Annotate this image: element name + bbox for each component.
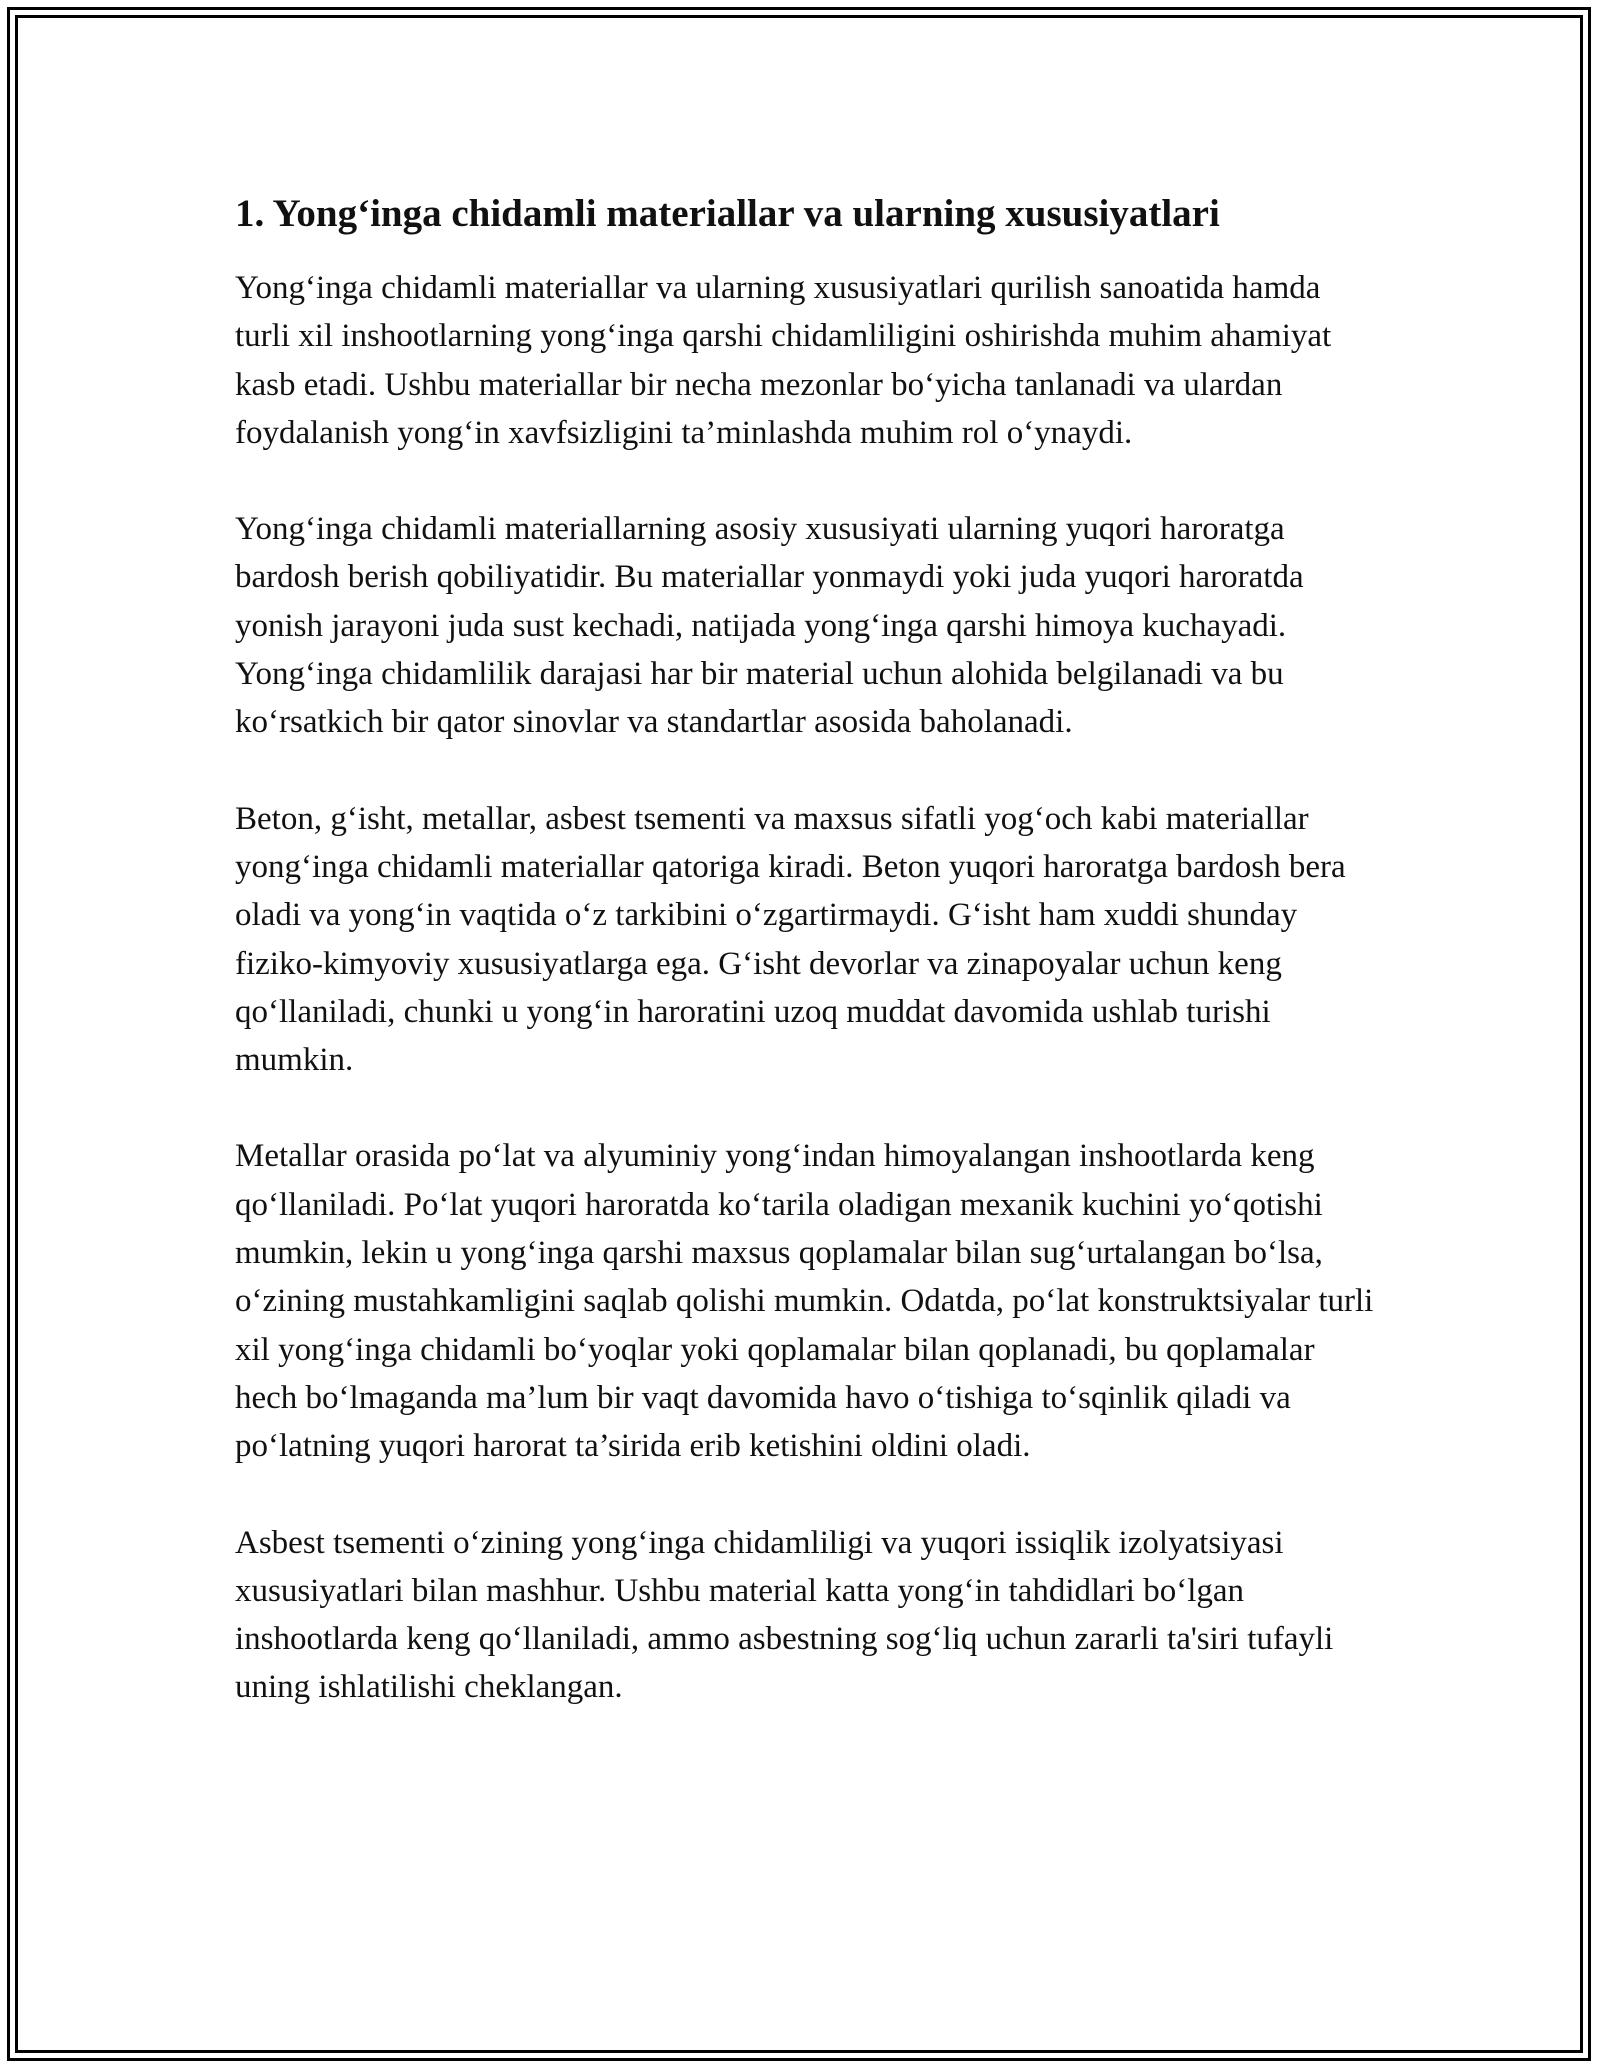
paragraph-materials-list: Beton, g‘isht, metallar, asbest tsementi va maxsus sifatli yog‘och kabi materiallar yong‘inga chidamli materiallar qatoriga kiradi. Beton yuqori haroratga bardosh bera oladi va yong‘in vaqtida o‘z tarkibini o‘zgartirmaydi. G‘isht ham xuddi shunday fiziko-kimyoviy xususiyatlarga ega. G‘isht devorlar va zinapoyalar uchun keng qo‘llaniladi, chunki u yong‘in haroratini uzoq muddat davomida ushlab turishi mumkin. — [235, 800, 1346, 1079]
section-heading: 1. Yong‘inga chidamli materiallar va ularning xususiyatlari — [235, 192, 1220, 235]
paragraph-heat-resistance: Yong‘inga chidamli materiallarning asosiy xususiyati ularning yuqori haroratga bardosh berish qobiliyatidir. Bu materiallar yonmaydi yoki juda yuqori haroratda yonish jarayoni juda sust kechadi, natijada yong‘inga qarshi himoya kuchayadi. Yong‘inga chidamlilik darajasi har bir material uchun alohida belgilanadi va bu ko‘rsatkich bir qator sinovlar va standartlar asosida baholanadi. — [235, 511, 1304, 741]
paragraph-asbestos-cement: Asbest tsementi o‘zining yong‘inga chidamliligi va yuqori issiqlik izolyatsiyasi xususiyatlari bilan mashhur. Ushbu material katta yong‘in tahdidlari bo‘lgan inshootlarda keng qo‘llaniladi, ammo asbestning sog‘liq uchun zararli ta'siri tufayli uning ishlatilishi cheklangan. — [235, 1524, 1334, 1706]
paragraph-metals: Metallar orasida po‘lat va alyuminiy yong‘indan himoyalangan inshootlarda keng qo‘llaniladi. Po‘lat yuqori haroratda ko‘tarila oladigan mexanik kuchini yo‘qotishi mumkin, lekin u yong‘inga qarshi maxsus qoplamalar bilan sug‘urtalangan bo‘lsa, o‘zining mustahkamligini saqlab qolishi mumkin. Odatda, po‘lat konstruktsiyalar turli xil yong‘inga chidamli bo‘yoqlar yoki qoplamalar bilan qoplanadi, bu qoplamalar hech bo‘lmaganda ma’lum bir vaqt davomida havo o‘tishiga to‘sqinlik qiladi va po‘latning yuqori harorat ta’sirida erib ketishini oldini oladi. — [235, 1138, 1374, 1465]
paragraph-intro: Yong‘inga chidamli materiallar va ularning xususiyatlari qurilish sanoatida hamda turli xil inshootlarning yong‘inga qarshi chidamliligini oshirishda muhim ahamiyat kasb etadi. Ushbu materiallar bir necha mezonlar bo‘yicha tanlanadi va ulardan foydalanish yong‘in xavfsizligini ta’minlashda muhim rol o‘ynaydi. — [235, 270, 1332, 451]
document-body — [235, 186, 1375, 1760]
